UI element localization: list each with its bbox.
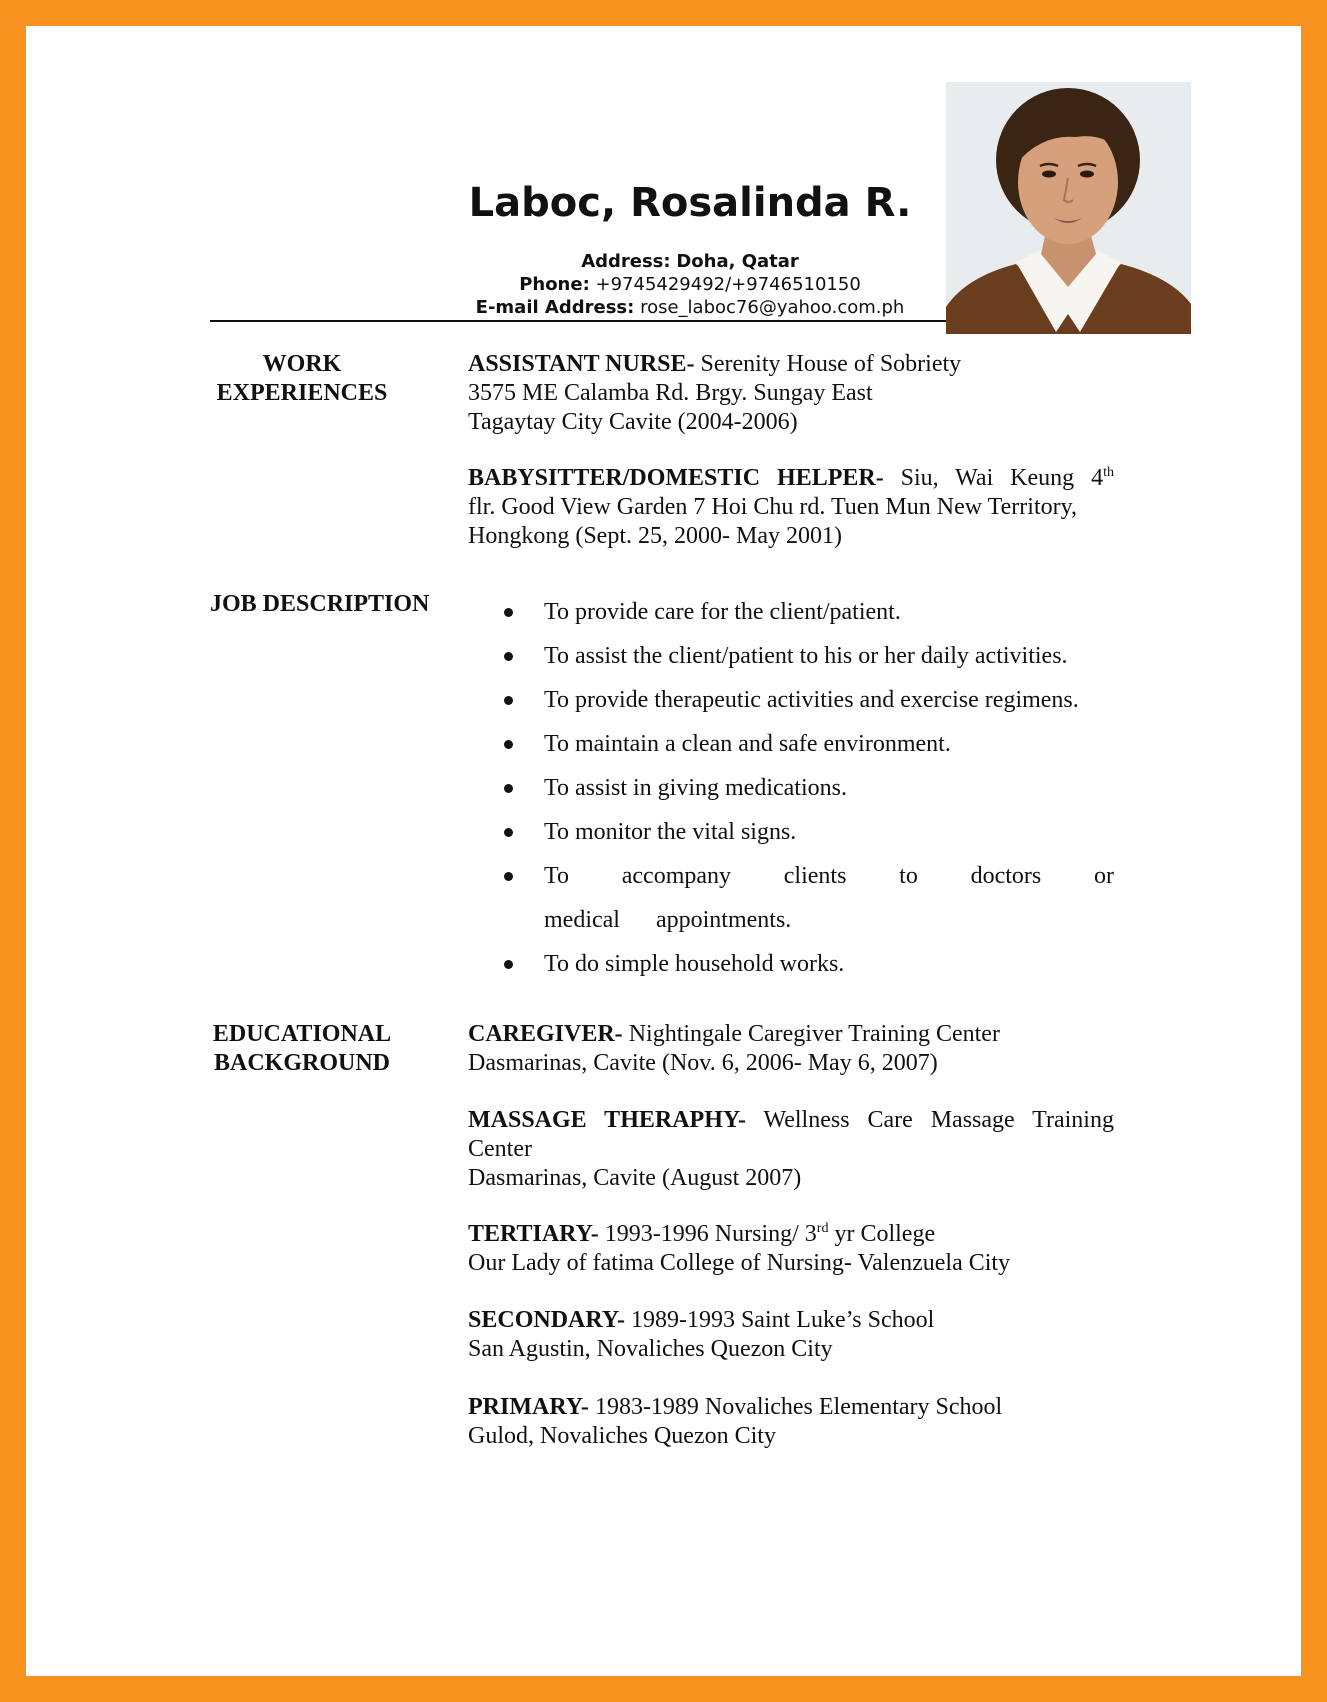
educational-background-label — [182, 1020, 422, 1078]
list-item — [468, 634, 1114, 678]
list-item — [468, 766, 1114, 810]
education-title: PRIMARY- — [468, 1394, 589, 1420]
duty-text: To do simple household works. — [544, 951, 845, 977]
education-title: SECONDARY- — [468, 1307, 625, 1333]
duty-text: To monitor the vital signs. — [544, 819, 797, 845]
email-label: E-mail Address: — [475, 297, 635, 318]
ordinal-suffix: rd — [816, 1221, 829, 1236]
job-address-line: 3575 ME Calamba Rd. Brgy. Sungay East — [468, 380, 873, 406]
applicant-name: Laboc, Rosalinda R. — [468, 180, 912, 226]
list-item — [468, 678, 1114, 722]
list-item — [468, 854, 1114, 942]
job-description-label: JOB DESCRIPTION — [210, 591, 430, 617]
education-detail-line: Our Lady of fatima College of Nursing- Valenzuela City — [468, 1250, 1011, 1276]
education-title-line — [468, 1393, 1114, 1422]
education-entry — [468, 1393, 1114, 1451]
education-entry — [468, 1220, 1114, 1278]
list-item — [468, 810, 1114, 854]
education-text: 1989-1993 Saint Luke’s School — [630, 1307, 935, 1333]
bullet-icon — [504, 872, 513, 881]
job-address-line: flr. Good View Garden 7 Hoi Chu rd. Tuen Mun New Territory, — [468, 494, 1078, 520]
duty-text: To provide therapeutic activities and exercise regimens. — [544, 687, 1079, 713]
education-text: 1993-1996 Nursing/ 3 — [604, 1221, 817, 1247]
education-text: Wellness Care Massage Training Center — [468, 1107, 1114, 1162]
work-experiences-label — [182, 350, 422, 408]
education-text-after: yr College — [834, 1221, 936, 1247]
duty-text: To provide care for the client/patient. — [544, 599, 901, 625]
education-title: MASSAGE THERAPHY- — [468, 1107, 746, 1133]
bullet-icon — [504, 960, 513, 969]
education-label-line1: EDUCATIONAL — [212, 1021, 392, 1047]
job-employer: Serenity House of Sobriety — [700, 351, 962, 377]
education-text: 1983-1989 Novaliches Elementary School — [594, 1394, 1003, 1420]
education-title: TERTIARY- — [468, 1221, 599, 1247]
job-entry — [468, 350, 1114, 437]
bullet-icon — [504, 740, 513, 749]
portrait-image — [946, 82, 1191, 334]
education-detail-line: Dasmarinas, Cavite (August 2007) — [468, 1165, 802, 1191]
bullet-icon — [504, 608, 513, 617]
job-duties-list — [468, 590, 1114, 986]
job-employer: Siu, Wai Keung 4 — [900, 465, 1104, 491]
bullet-icon — [504, 696, 513, 705]
bullet-icon — [504, 828, 513, 837]
address-label: Address: — [581, 251, 671, 272]
email-value: rose_laboc76@yahoo.com.ph — [640, 297, 905, 318]
education-title-line — [468, 1106, 1114, 1164]
education-text: Nightingale Caregiver Training Center — [628, 1021, 1000, 1047]
education-detail-line: San Agustin, Novaliches Quezon City — [468, 1336, 833, 1362]
list-item — [468, 942, 1114, 986]
job-title: BABYSITTER/DOMESTIC HELPER- — [468, 465, 884, 491]
bullet-icon — [504, 652, 513, 661]
phone-value: +9745429492/+9746510150 — [595, 274, 861, 295]
education-title-line — [468, 1220, 1114, 1249]
education-title-line — [468, 1020, 1114, 1049]
duty-text: To accompany clients to doctors or medical appointments. — [544, 863, 1114, 933]
list-item — [468, 590, 1114, 634]
profile-photo — [946, 82, 1191, 334]
phone-label: Phone: — [519, 274, 590, 295]
bullet-icon — [504, 784, 513, 793]
work-label-line1: WORK — [262, 351, 342, 377]
education-entry — [468, 1106, 1114, 1193]
job-entry — [468, 464, 1114, 551]
education-entry — [468, 1020, 1114, 1078]
ordinal-suffix: th — [1103, 465, 1114, 480]
job-title: ASSISTANT NURSE- — [468, 351, 695, 377]
education-entry — [468, 1306, 1114, 1364]
list-item — [468, 722, 1114, 766]
education-label-line2: BACKGROUND — [213, 1050, 390, 1076]
job-location-line: Hongkong (Sept. 25, 2000- May 2001) — [468, 523, 842, 549]
header-divider — [210, 320, 946, 322]
education-detail-line: Gulod, Novaliches Quezon City — [468, 1423, 776, 1449]
duty-text: To assist the client/patient to his or her daily activities. — [544, 643, 1068, 669]
duty-text: To maintain a clean and safe environment. — [544, 731, 951, 757]
job-location-line: Tagaytay City Cavite (2004-2006) — [468, 409, 798, 435]
education-title-line — [468, 1306, 1114, 1335]
job-title-line — [468, 350, 1114, 379]
duty-text: To assist in giving medications. — [544, 775, 847, 801]
job-title-line — [468, 464, 1114, 493]
education-title: CAREGIVER- — [468, 1021, 623, 1047]
work-label-line2: EXPERIENCES — [216, 380, 388, 406]
education-detail-line: Dasmarinas, Cavite (Nov. 6, 2006- May 6, 2007) — [468, 1050, 938, 1076]
address-value: Doha, Qatar — [676, 251, 799, 272]
